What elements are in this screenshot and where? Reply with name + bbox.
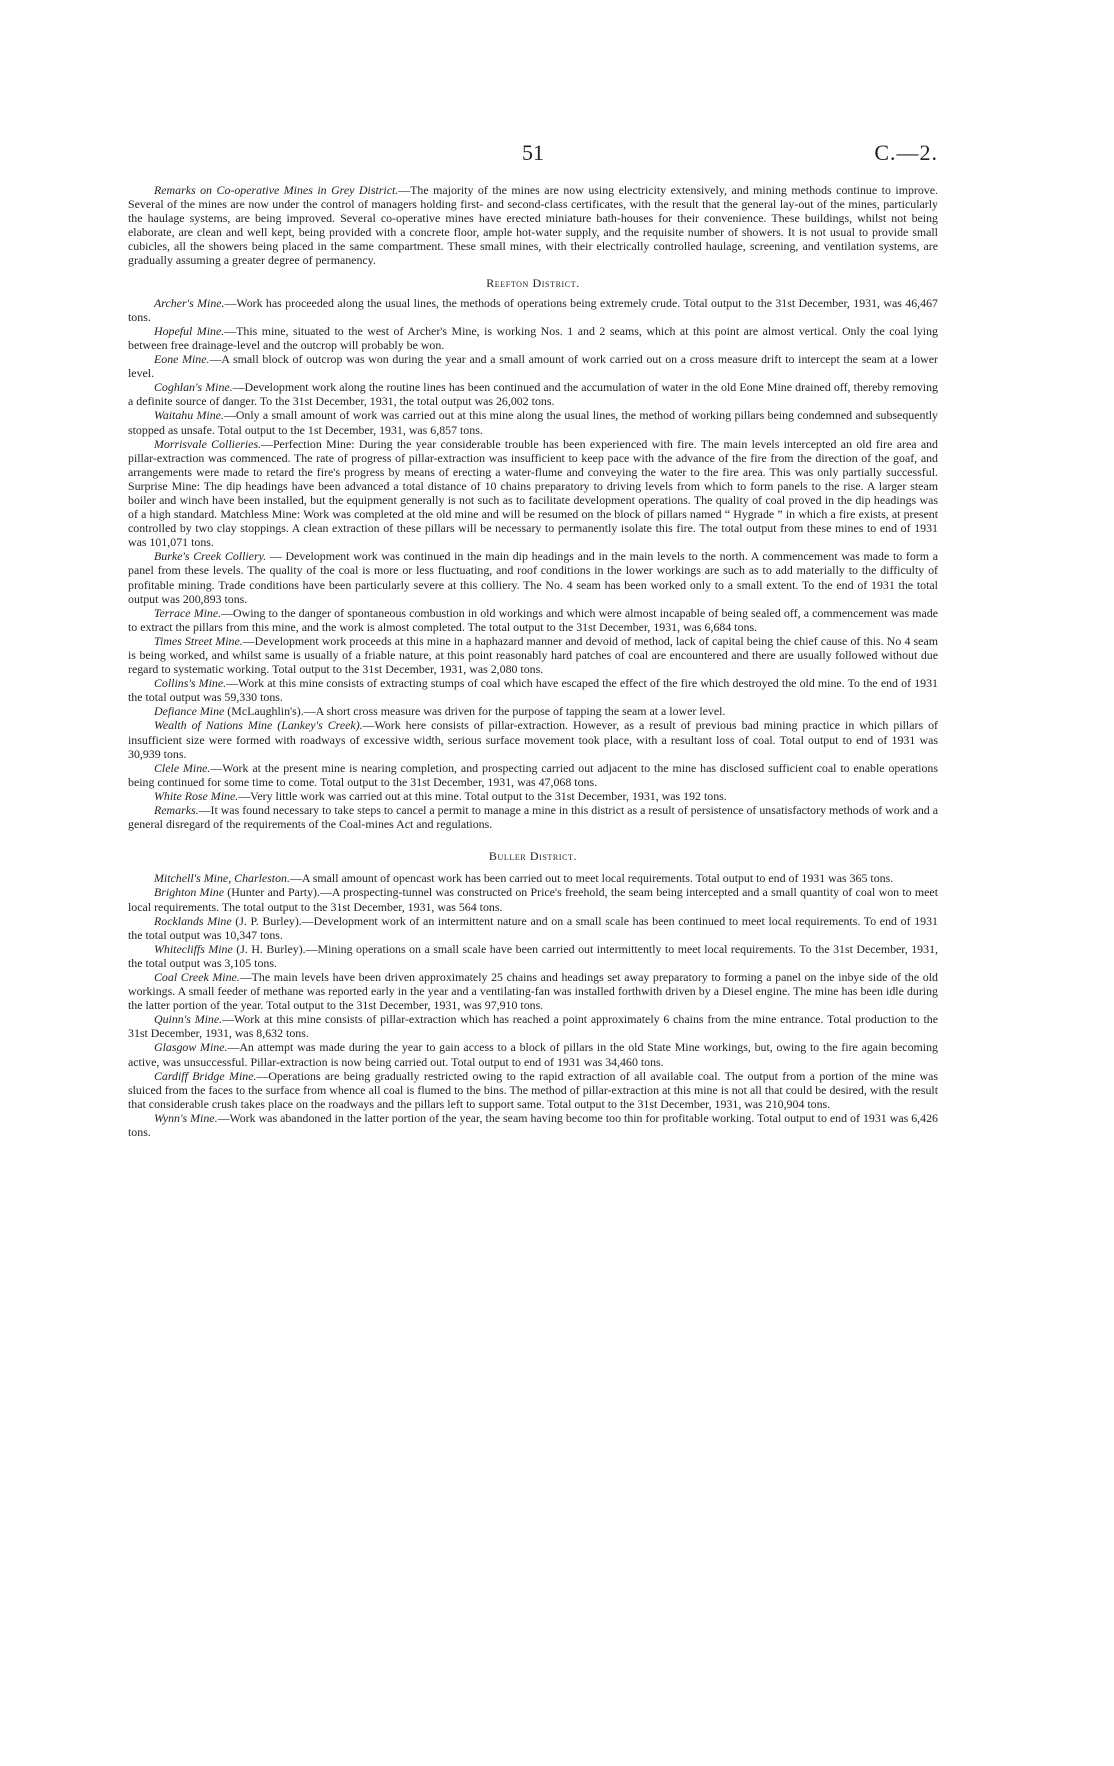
mine-paragraph-wealth-of-nations: [128, 718, 938, 760]
paragraph-title: Clele Mine.: [154, 760, 211, 775]
mine-paragraph-morrisvale: [128, 437, 938, 550]
paragraph-title: Rocklands Mine: [154, 913, 232, 928]
paragraph-title: Terrace Mine.: [154, 605, 222, 620]
mine-paragraph-clele: [128, 761, 938, 789]
buller-district-heading: Buller District.: [488, 849, 578, 864]
mine-paragraph-waitahu: [128, 408, 938, 436]
page-number: 51: [522, 140, 544, 165]
paragraph-title: Morrisvale Collieries.: [154, 436, 262, 451]
reefton-district-heading: Reefton District.: [486, 275, 580, 290]
paragraph-title: Glasgow Mine.: [154, 1040, 228, 1055]
paragraph-text: —Development work along the routine lines has been continued and the accumulation of water in the old Eone Mine drained off, thereby removing a definite source of danger. To the 31st December, 1931, the total output was 26,002 tons.: [128, 380, 938, 409]
paragraph-text: — Development work was continued in the main dip headings and in the main levels to the north. A commencement was made to form a panel from these levels. The quality of the coal is more or less fluctuating, and roof conditions in the lower workings are such as to add materially to the difficulty of profitable mining. Trade conditions have been particularly severe at this colliery. The No. 4 seam has been worked only to a small extent. To the end of 1931 the total output was 200,893 tons.: [128, 549, 938, 606]
paragraph-text: (Hunter and Party).—A prospecting-tunnel was constructed on Price's freehold, the seam being intercepted and a small quantity of coal won to meet local requirements. The total output to the 31st December, 1931, was 564 tons.: [128, 885, 938, 914]
paragraph-title: Mitchell's Mine, Charleston.: [154, 871, 290, 886]
grey-district-remarks: [128, 183, 938, 268]
paragraph-text: —It was found necessary to take steps to cancel a permit to manage a mine in this district as a result of persistence of unsatisfactory methods of work and a general disregard of the requirements of the Coal-mines Act and regulations.: [128, 803, 938, 832]
paragraph-title: Wynn's Mine.: [154, 1110, 218, 1125]
mine-paragraph-brighton: [128, 885, 938, 913]
paragraph-text: —Perfection Mine: During the year considerable trouble has been experienced with fire. The main levels intercepted an old fire area and pillar-extraction was commenced. The rate of progress of pillar-extraction was insufficient to keep pace with the advance of the fire from the direction of the goaf, and arrangements were made to retard the fire's progress by means of erecting a water-flume and conveying the water to the fire area. This was only partially successful. Surprise Mine: The dip headings have been advanced a total distance of 10 chains preparatory to driving levels from which to form panels to the rise. A larger steam boiler and winch have been installed, but the equipment generally is not such as to facilitate development operations. The quality of coal proved in the dip headings was of a high standard. Matchless Mine: Work was completed at the old mine and will be resumed on the block of pillars named “ Hygrade ” in which a fire exists, at present controlled by two clay stoppings. A clean extraction of these pillars will be necessary to permanently isolate this fire. The total output from these mines to end of 1931 was 101,071 tons.: [128, 436, 938, 550]
mine-paragraph-archers: [128, 296, 938, 324]
paragraph-title: Whitecliffs Mine: [154, 941, 233, 956]
paragraph-text: —An attempt was made during the year to gain access to a block of pillars in the old State Mine workings, but, owing to the fire again becoming active, was unsuccessful. Pillar-extraction is now being carried out. Total output to end of 1931 was 34,460 tons.: [128, 1040, 938, 1069]
paragraph-text: (McLaughlin's).—A short cross measure was driven for the purpose of tapping the seam at a lower level.: [224, 704, 726, 719]
paragraph-title: Eone Mine.: [154, 352, 210, 367]
mine-paragraph-cardiff-bridge: [128, 1069, 938, 1111]
mine-paragraph-rocklands: [128, 914, 938, 942]
paragraph-text: —Work was abandoned in the latter portion of the year, the seam having become too thin for profitable working. Total output to end of 1931 was 6,426 tons.: [128, 1110, 938, 1139]
mine-paragraph-whitecliffs: [128, 942, 938, 970]
paragraph-title: Remarks on Co-operative Mines in Grey District.: [154, 183, 399, 197]
paragraph-title: Brighton Mine: [154, 885, 224, 900]
paragraph-text: (J. P. Burley).—Development work of an intermittent nature and on a small scale has been continued to meet local requirements. To end of 1931 the total output was 10,347 tons.: [128, 913, 938, 942]
paragraph-title: Archer's Mine.: [154, 295, 225, 310]
paragraph-text: —The majority of the mines are now using electricity extensively, and mining methods continue to improve. Several of the mines are now under the control of managers holding first- and second-class certificates, with the result that the general lay-out of the mines, particularly the haulage systems, are being improved. Several co-operative mines have erected miniature bath-houses for their convenience. These buildings, whilst not being elaborate, are clean and well kept, being provided with a concrete floor, ample hot-water supply, and the requisite number of showers. It is not usual to provide small cubicles, all the showers being placed in the same compartment. These small mines, with their electrically controlled haulage, screening, and ventilation systems, are gradually assuming a greater degree of permanency.: [128, 183, 938, 268]
reefton-remarks: [128, 803, 938, 831]
paragraph-text: —Only a small amount of work was carried out at this mine along the usual lines, the method of working pillars being condemned and subsequently stopped as unsafe. Total output to the 1st December, 1931, was 6,857 tons.: [128, 408, 939, 437]
paragraph-title: Cardiff Bridge Mine.: [154, 1068, 257, 1083]
paragraph-text: —Work at the present mine is nearing completion, and prospecting carried out adjacent to the mine has disclosed sufficient coal to enable operations being continued for some time to come. Total output to the 31st December, 1931, was 47,068 tons.: [128, 760, 938, 789]
mine-paragraph-terrace: [128, 606, 938, 634]
paragraph-text: —A small amount of opencast work has been carried out to meet local requirements. Total output to end of 1931 was 365 tons.: [289, 871, 894, 886]
mine-paragraph-mitchells: [128, 871, 938, 885]
paragraph-text: (J. H. Burley).—Mining operations on a small scale have been carried out intermittently to meet local requirements. To the 31st December, 1931, the total output was 3,105 tons.: [128, 941, 938, 970]
page-header: [128, 140, 938, 170]
mine-paragraph-collins: [128, 676, 938, 704]
mine-paragraph-defiance: [128, 704, 938, 718]
mine-paragraph-quinns: [128, 1012, 938, 1040]
paragraph-title: Quinn's Mine.: [154, 1012, 223, 1027]
paragraph-title: Times Street Mine.: [154, 633, 243, 648]
paragraph-title: Coal Creek Mine.: [154, 969, 240, 984]
paragraph-text: —Owing to the danger of spontaneous combustion in old workings and which were almost incapable of being sealed off, a commencement was made to extract the pillars from this mine, and the work is almost completed. The total output to the 31st December, 1931, was 6,684 tons.: [128, 605, 938, 634]
paragraph-title: Wealth of Nations Mine (Lankey's Creek).: [154, 718, 363, 733]
mine-paragraph-coal-creek: [128, 970, 938, 1012]
mine-paragraph-coghlans: [128, 380, 938, 408]
paragraph-text: —Operations are being gradually restricted owing to the rapid extraction of all available coal. The output from a portion of the mine was sluiced from the faces to the surface from whence all coal is flumed to the bins. The method of pillar-extraction at this mine is not all that could be desired, with the result that considerable crush takes place on the roadways and the pillars left to support same. Total output to the 31st December, 1931, was 210,904 tons.: [128, 1068, 938, 1111]
mine-paragraph-burkes-creek: [128, 549, 938, 605]
paragraph-text: —Very little work was carried out at this mine. Total output to the 31st December, 1931, was 192 tons.: [238, 788, 727, 803]
mine-paragraph-wynns: [128, 1111, 938, 1139]
paragraph-text: —Work at this mine consists of pillar-extraction which has reached a point approximately 6 chains from the mine entrance. Total production to the 31st December, 1931, was 8,632 tons.: [128, 1012, 938, 1041]
mine-paragraph-times-street: [128, 634, 938, 676]
paragraph-text: —Work at this mine consists of extracting stumps of coal which have escaped the effect of the fire which destroyed the old mine. To the end of 1931 the total output was 59,330 tons.: [128, 676, 938, 705]
paragraph-text: —Development work proceeds at this mine in a haphazard manner and devoid of method, lack of capital being the chief cause of this. No 4 seam is being worked, and whilst same is usually of a friable nature, at this point reasonably hard patches of coal are encountered and there are usually followed without due regard to systematic working. Total output to the 31st December, 1931, was 2,080 tons.: [128, 633, 938, 677]
paragraph-title: Hopeful Mine.: [154, 323, 225, 338]
paragraph-text: —The main levels have been driven approximately 25 chains and headings set away preparatory to forming a panel on the inbye side of the old workings. A small feeder of methane was reported early in the year and a ventilating-fan was installed forthwith driven by a Diesel engine. The mine has been idle during the latter portion of the year. Total output to the 31st December, 1931, was 97,910 tons.: [128, 969, 938, 1013]
mine-paragraph-white-rose: [128, 789, 938, 803]
paragraph-title: Remarks.: [154, 803, 199, 818]
paragraph-text: —Work has proceeded along the usual lines, the methods of operations being extremely crude. Total output to the 31st December, 1931, was 46,467 tons.: [128, 295, 938, 324]
paragraph-text: —A small block of outcrop was won during the year and a small amount of work carried out on a cross measure drift to intercept the seam at a lower level.: [128, 352, 938, 381]
paragraph-title: White Rose Mine.: [154, 788, 239, 803]
paragraph-title: Waitahu Mine.: [154, 408, 224, 423]
paragraph-text: —Work here consists of pillar-extraction. However, as a result of previous bad mining practice in which pillars of insufficient size were formed with roadways of excessive width, serious surface movement took place, with a resultant loss of coal. Total output to end of 1931 was 30,939 tons.: [128, 718, 939, 761]
mine-paragraph-glasgow: [128, 1040, 938, 1068]
mine-paragraph-eone: [128, 352, 938, 380]
paragraph-title: Coghlan's Mine.: [154, 380, 233, 395]
paragraph-title: Burke's Creek Colliery.: [154, 549, 267, 564]
document-reference: C.—2.: [874, 140, 938, 165]
paragraph-title: Defiance Mine: [154, 704, 225, 719]
paragraph-text: —This mine, situated to the west of Archer's Mine, is working Nos. 1 and 2 seams, which at this point are almost vertical. Only the coal lying between free drainage-level and the outcrop will probably be won.: [128, 323, 939, 352]
paragraph-title: Collins's Mine.: [154, 676, 227, 691]
document-body: [128, 183, 938, 1139]
mine-paragraph-hopeful: [128, 324, 938, 352]
